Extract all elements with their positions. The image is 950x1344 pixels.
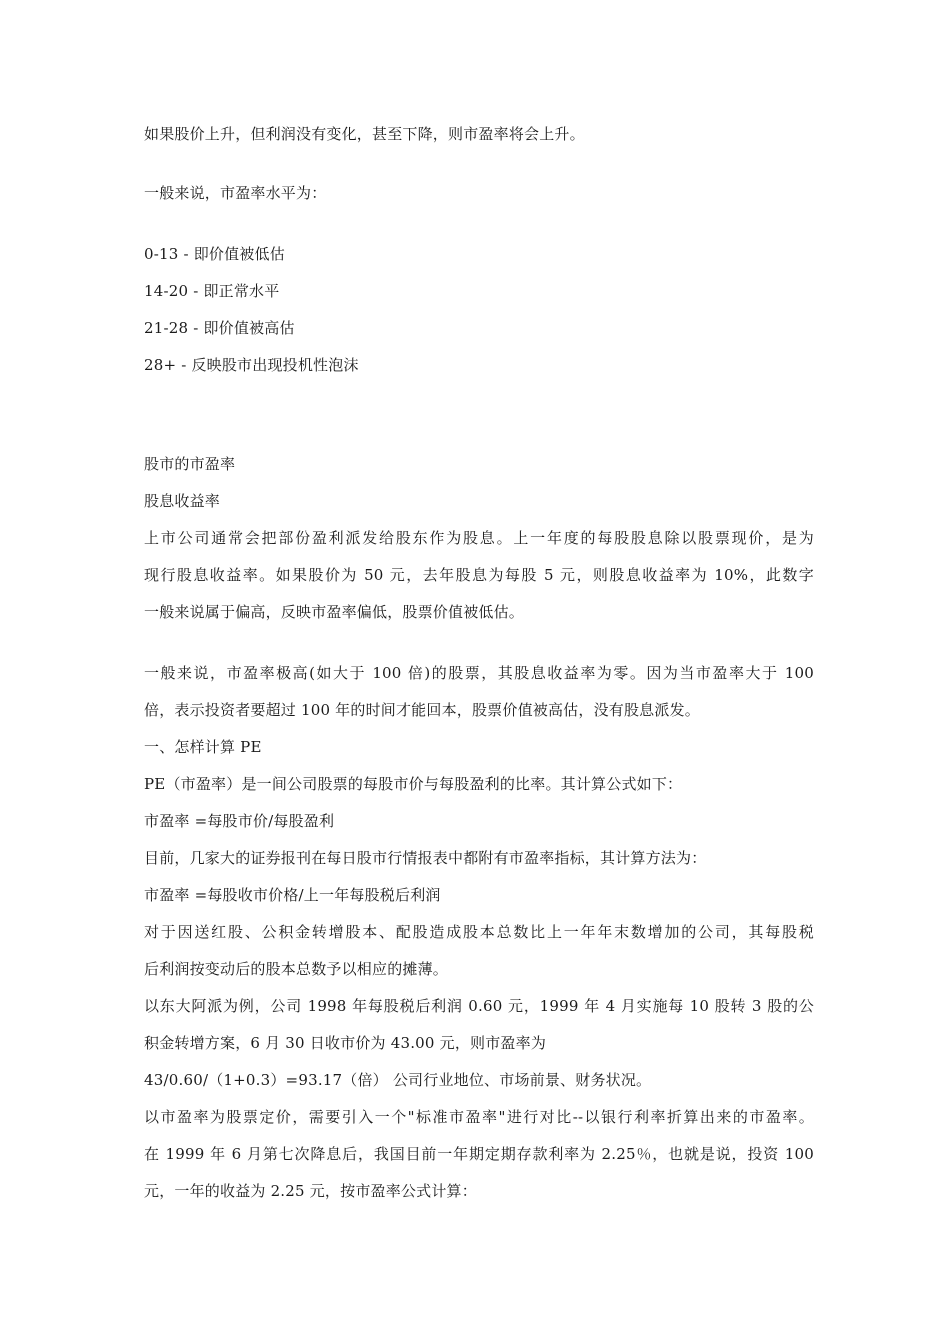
paragraph-line: 积金转增方案，6 月 30 日收市价为 43.00 元，则市盈率为 — [144, 1034, 547, 1052]
formula-line: 市盈率 =每股市价/每股盈利 — [144, 812, 335, 830]
paragraph-line: 倍，表示投资者要超过 100 年的时间才能回本，股票价值被高估，没有股息派发。 — [144, 701, 700, 719]
list-item: 21-28 - 即价值被高估 — [144, 319, 295, 337]
paragraph-line: 一般来说属于偏高，反映市盈率偏低，股票价值被低估。 — [144, 603, 525, 621]
list-item: 14-20 - 即正常水平 — [144, 282, 280, 300]
paragraph-line: 以市盈率为股票定价，需要引入一个"标准市盈率"进行对比--以银行利率折算出来的市盈率。 — [144, 1108, 814, 1126]
paragraph-line: 以东大阿派为例，公司 1998 年每股税后利润 0.60 元，1999 年 4 月实施每 10 股转 3 股的公 — [144, 997, 814, 1015]
paragraph-line: 后利润按变动后的股本总数予以相应的摊薄。 — [144, 960, 449, 978]
section-heading: 一、怎样计算 PE — [144, 738, 262, 756]
paragraph-line: 上市公司通常会把部份盈利派发给股东作为股息。上一年度的每股股息除以股票现价，是为 — [144, 529, 814, 547]
list-item: 28+ - 反映股市出现投机性泡沫 — [144, 356, 359, 374]
paragraph-line: 现行股息收益率。如果股价为 50 元，去年股息为每股 5 元，则股息收益率为 10%，此数字 — [144, 566, 814, 584]
paragraph-line: PE（市盈率）是一间公司股票的每股市价与每股盈利的比率。其计算公式如下： — [144, 775, 683, 793]
paragraph-line: 在 1999 年 6 月第七次降息后，我国目前一年期定期存款利率为 2.25％，也就是说，投资 100 — [144, 1145, 814, 1163]
paragraph-line: 目前，几家大的证券报刊在每日股市行情报表中都附有市盈率指标，其计算方法为： — [144, 849, 707, 867]
paragraph-line: 元，一年的收益为 2.25 元，按市盈率公式计算： — [144, 1182, 477, 1200]
paragraph-line: 对于因送红股、公积金转增股本、配股造成股本总数比上一年年末数增加的公司，其每股税 — [144, 923, 814, 941]
section-heading: 股市的市盈率 — [144, 455, 236, 473]
paragraph-line: 一般来说，市盈率极高(如大于 100 倍)的股票，其股息收益率为零。因为当市盈率大于 100 — [144, 664, 814, 682]
paragraph-line: 一般来说，市盈率水平为： — [144, 184, 327, 202]
formula-line: 市盈率 =每股收市价格/上一年每股税后利润 — [144, 886, 441, 904]
paragraph-line: 如果股价上升，但利润没有变化，甚至下降，则市盈率将会上升。 — [144, 125, 585, 143]
formula-line: 43/0.60/（1+0.3）=93.17（倍） 公司行业地位、市场前景、财务状况。 — [144, 1071, 652, 1089]
section-heading: 股息收益率 — [144, 492, 221, 510]
list-item: 0-13 - 即价值被低估 — [144, 245, 285, 263]
